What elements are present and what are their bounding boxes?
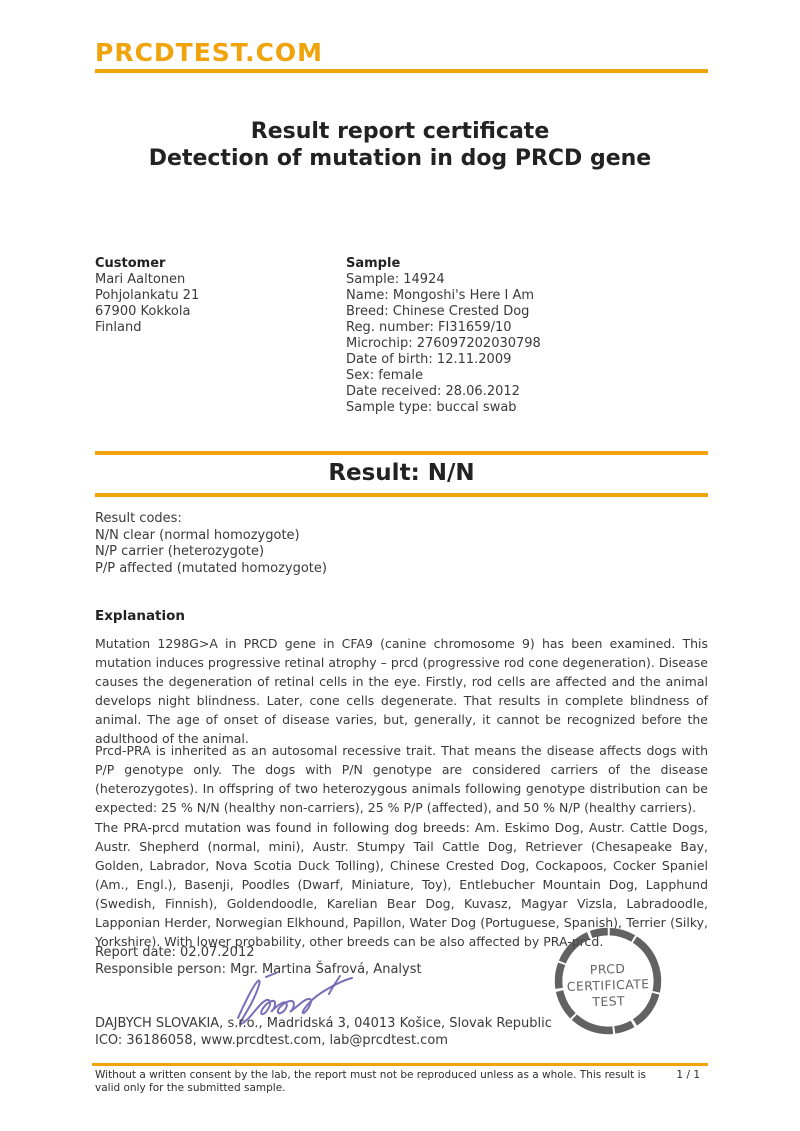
explanation-heading: Explanation [95,608,186,624]
page-title [0,118,800,172]
title-line-2: Detection of mutation in dog PRCD gene [148,146,652,171]
sample-microchip: Microchip: 276097202030798 [346,336,541,351]
certificate-stamp [549,922,667,1040]
footer-disclaimer: Without a written consent by the lab, the report must not be reproduced unless as a whole. This result is valid only for the submitted sample. [95,1069,647,1094]
sample-reg-number: Reg. number: FI31659/10 [346,320,512,335]
sample-block [346,256,708,416]
responsible-person: Responsible person: Mgr. Martina Šafrová, Analyst [95,961,422,977]
sample-name: Name: Mongoshi's Here I Am [346,288,535,303]
company-info [95,1015,552,1049]
stamp-line-3: TEST [592,994,626,1010]
footer-divider [92,1063,708,1066]
stamp-line-2: CERTIFICATE [566,977,650,994]
customer-heading: Customer [95,256,166,271]
result-headline: Result: N/N [328,460,475,486]
site-logo: PRCDTEST.COM [95,38,324,67]
company-contacts: ICO: 36186058, www.prcdtest.com, lab@prcdtest.com [95,1033,448,1048]
info-section [95,256,708,416]
result-code-affected: P/P affected (mutated homozygote) [95,560,327,576]
stamp-line-1: PRCD [589,961,626,978]
customer-name: Mari Aaltonen [95,272,186,287]
result-code-clear: N/N clear (normal homozygote) [95,527,300,543]
sample-heading: Sample [346,256,401,271]
sample-type: Sample type: buccal swab [346,400,517,415]
result-codes-label: Result codes: [95,511,182,526]
explanation-paragraph-2: Prcd-PRA is inherited as an autosomal recessive trait. That means the disease affects dogs with P/P genotype only. The dogs with P/N genotype are considered carriers of the disease (heterozygotes). In offspring of two heterozygous animals following genotype distribution can be expected: 25 % N/N (healthy non-carriers), 25 % P/P (affected), and 50 % N/P (healthy carriers). [95,743,708,815]
title-line-1: Result report certificate [250,119,550,144]
sample-sex: Sex: female [346,368,424,383]
result-banner [95,451,708,497]
result-codes [95,511,327,577]
customer-street: Pohjolankatu 21 [95,288,200,303]
explanation-paragraph-3: The PRA-prcd mutation was found in following dog breeds: Am. Eskimo Dog, Austr. Cattle Dogs, Austr. Shepherd (normal, mini), Austr. Stumpy Tail Cattle Dog, Retriever (Chesapeake Bay, Golden, Labrador, Nova Scotia Duck Tolling), Chinese Crested Dog, Cockapoos, Cocker Spaniel (Am., Engl.), Basenji, Poodles (Dwarf, Miniature, Toy), Entlebucher Mountain Dog, Lapphund (Swedish, Finnish), Goldendoodle, Karelian Bear Dog, Kuvasz, Magyar Vizsla, Labradoodle, Lapponian Herder, Norwegian Elkhound, Papillon, Water Dog (Portuguese, Spanish), Terrier (Silky, Yorkshire). With lower probability, other breeds can be also affected by PRA-prcd. [95,820,708,949]
sample-birth-date: Date of birth: 12.11.2009 [346,352,512,367]
customer-country: Finland [95,320,142,335]
header-divider [95,69,708,73]
company-address: DAJBYCH SLOVAKIA, s.r.o., Madridská 3, 04013 Košice, Slovak Republic [95,1016,552,1031]
sample-id: Sample: 14924 [346,272,445,287]
sample-breed: Breed: Chinese Crested Dog [346,304,530,319]
customer-city: 67900 Kokkola [95,304,191,319]
result-code-carrier: N/P carrier (heterozygote) [95,544,265,559]
explanation-paragraph-1: Mutation 1298G>A in PRCD gene in CFA9 (canine chromosome 9) has been examined. This mutation induces progressive retinal atrophy – prcd (progressive rod cone degeneration). Disease causes the degeneration of retinal cells in the eye. Firstly, rod cells are affected and the animal develops night blindness. Later, cone cells degenerate. That results in complete blindness of animal. The age of onset of disease varies, but, generally, it cannot be recognized before the adulthood of the animal. [95,636,708,746]
footer-page-number: 1 / 1 [676,1069,700,1081]
footer [95,1069,700,1095]
customer-block [95,256,346,416]
report-date: Report date: 02.07.2012 [95,945,255,960]
sample-received-date: Date received: 28.06.2012 [346,384,520,399]
